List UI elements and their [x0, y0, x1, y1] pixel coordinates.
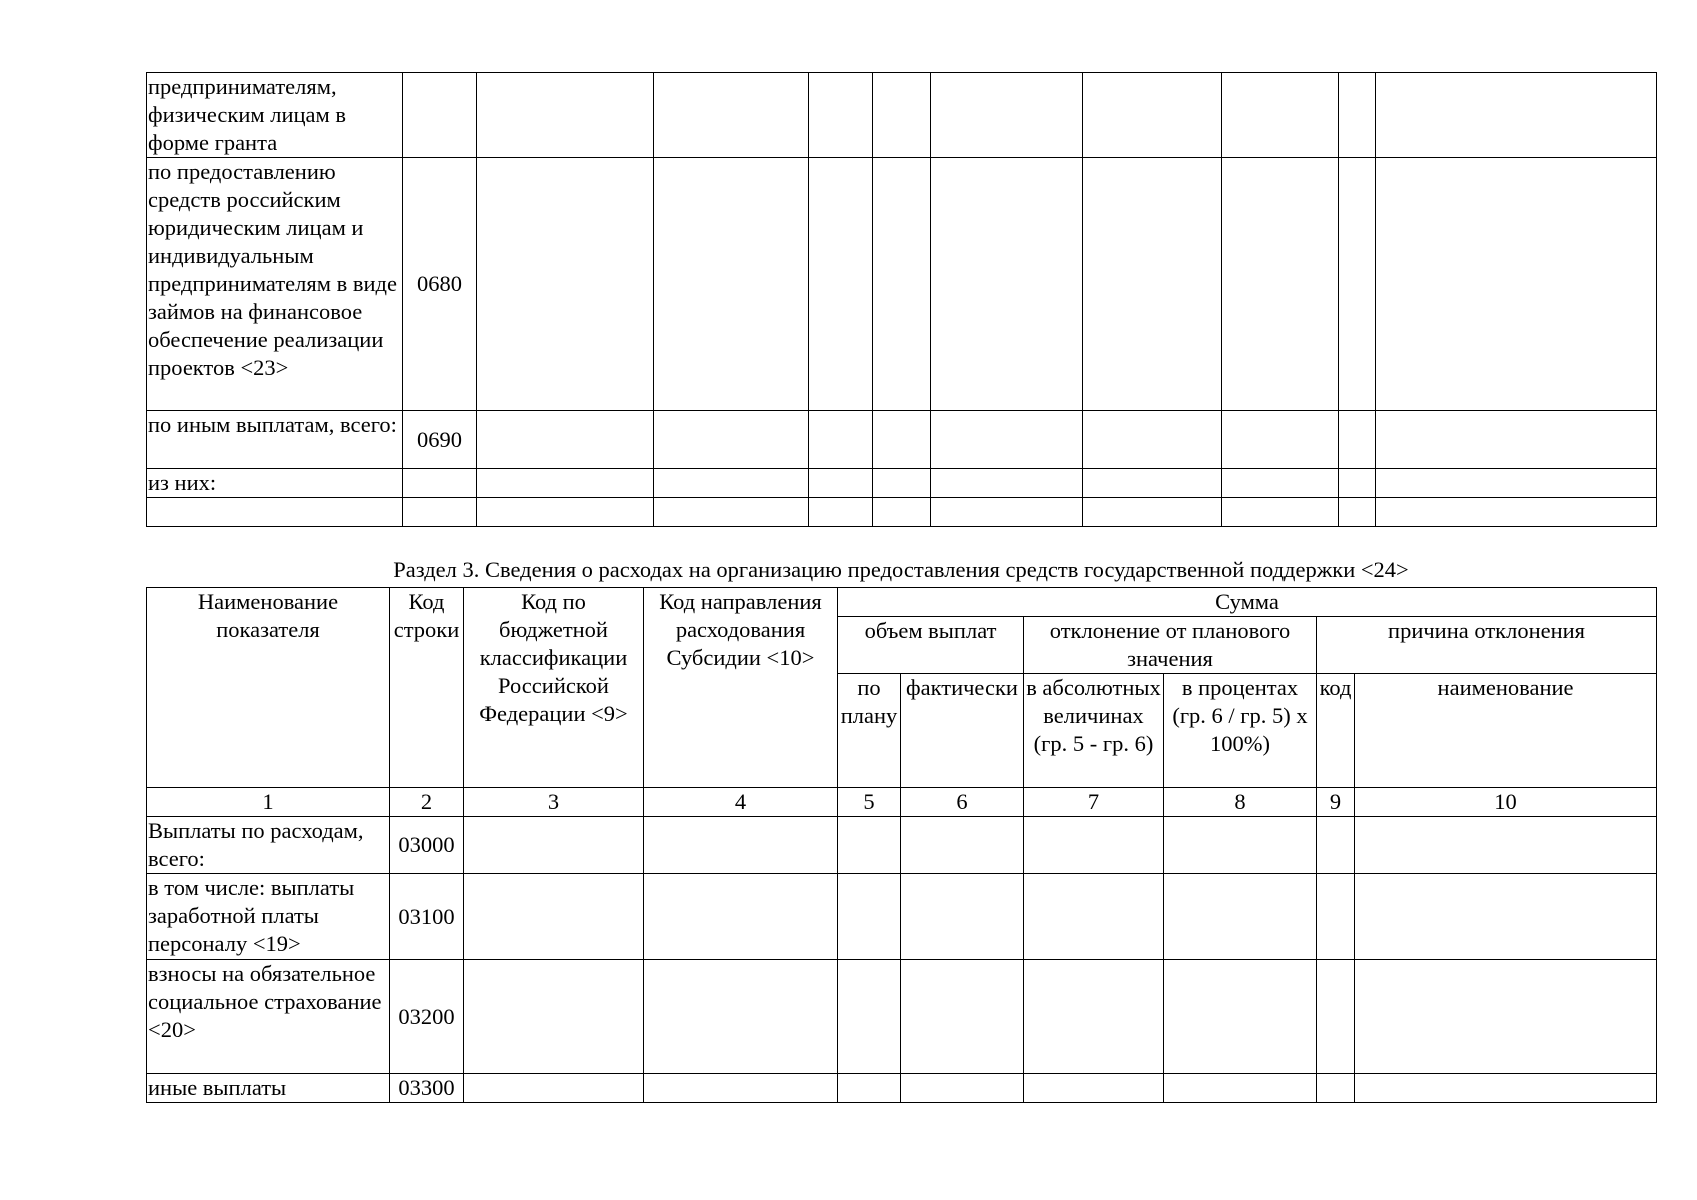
column-number: 1	[147, 788, 390, 817]
column-numbers-row	[147, 788, 1657, 817]
header-percent: в процентах (гр. 6 / гр. 5) х 100%)	[1164, 674, 1317, 788]
table-row	[147, 498, 1657, 527]
column-number: 2	[390, 788, 464, 817]
header-code: Код строки	[390, 588, 464, 788]
column-number: 9	[1317, 788, 1355, 817]
column-number: 10	[1355, 788, 1657, 817]
header-reason: причина отклонения	[1317, 617, 1657, 674]
header-name: Наименование показателя	[147, 588, 390, 788]
table-row	[147, 960, 1657, 1074]
table-row	[147, 73, 1657, 158]
header-kbk: Код по бюджетной классификации Российской Федерации <9>	[464, 588, 644, 788]
row-name: Выплаты по расходам, всего:	[147, 817, 390, 874]
continuation-table	[146, 72, 1657, 527]
row-name: по иным выплатам, всего:	[147, 411, 403, 469]
row-code	[403, 498, 477, 527]
header-plan: по плану	[838, 674, 901, 788]
column-number: 8	[1164, 788, 1317, 817]
column-number: 6	[901, 788, 1024, 817]
row-name: в том числе: выплаты заработной платы персоналу <19>	[147, 874, 390, 960]
section-title: Раздел 3. Сведения о расходах на организацию предоставления средств государственной поддержки <24>	[393, 557, 1409, 582]
header-absolute: в абсолютных величинах (гр. 5 - гр. 6)	[1024, 674, 1164, 788]
table-row	[147, 1074, 1657, 1103]
header-row	[147, 588, 1657, 617]
header-deviation: отклонение от планового значения	[1024, 617, 1317, 674]
row-code	[403, 469, 477, 498]
column-number: 7	[1024, 788, 1164, 817]
header-volume: объем выплат	[838, 617, 1024, 674]
row-name: по предоставлению средств российским юридическим лицам и индивидуальным предпринимателям в виде займов на финансовое обеспечение реализации проектов <23>	[147, 158, 403, 411]
header-direction: Код направления расходования Субсидии <10>	[644, 588, 838, 788]
header-sum: Сумма	[838, 588, 1657, 617]
row-name: предпринимателям, физическим лицам в форме гранта	[147, 73, 403, 158]
row-name: иные выплаты	[147, 1074, 390, 1103]
section3-table	[146, 587, 1657, 1103]
row-name	[147, 498, 403, 527]
row-code: 0680	[403, 158, 477, 411]
row-code	[403, 73, 477, 158]
row-code: 03100	[390, 874, 464, 960]
row-code: 03200	[390, 960, 464, 1074]
header-reason-name: наименование	[1355, 674, 1657, 788]
table-row	[147, 817, 1657, 874]
column-number: 4	[644, 788, 838, 817]
row-name: взносы на обязательное социальное страхование <20>	[147, 960, 390, 1074]
row-name: из них:	[147, 469, 403, 498]
column-number: 5	[838, 788, 901, 817]
header-actual: фактически	[901, 674, 1024, 788]
table-row	[147, 158, 1657, 411]
table-row	[147, 411, 1657, 469]
row-code: 0690	[403, 411, 477, 469]
row-code: 03300	[390, 1074, 464, 1103]
table-row	[147, 874, 1657, 960]
column-number: 3	[464, 788, 644, 817]
table-row	[147, 469, 1657, 498]
row-code: 03000	[390, 817, 464, 874]
header-reason-code: код	[1317, 674, 1355, 788]
